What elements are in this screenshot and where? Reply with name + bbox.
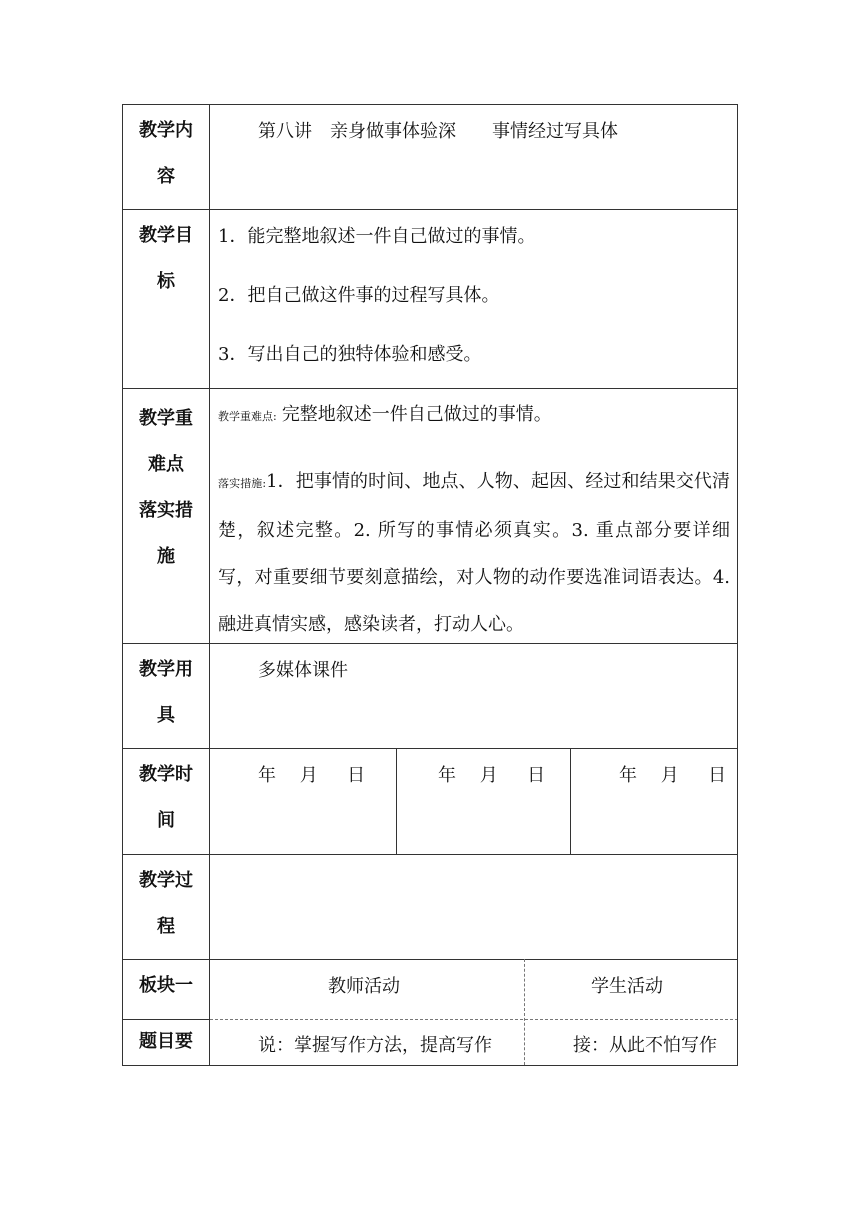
goal-item: 3．写出自己的独特体验和感受。 [218,344,482,365]
row-divider [122,209,738,210]
section-label: 板块一 [139,975,193,996]
topic-label: 题目要 [139,1031,193,1052]
measures-tag: 落实措施: [218,477,267,490]
tools-label: 教学用 具 [139,659,193,726]
table-border-right [737,104,738,1065]
key-points-tag: 教学重难点: [218,410,277,423]
student-activity-text: 接：从此不怕写作 [573,1035,717,1056]
date-field: 年 月 日 [438,765,546,786]
goals-label: 教学目 标 [139,225,193,292]
measures-paragraph [218,458,730,648]
row-divider-dashed [210,1019,738,1020]
content-label: 教学内 容 [139,120,193,187]
process-label: 教学过 程 [139,870,193,937]
teacher-activity-text: 说：掌握写作方法，提高写作 [258,1035,492,1056]
key-points-line [218,400,552,426]
table-border-bottom [122,1065,738,1066]
date-field: 年 月 日 [258,765,366,786]
row-divider [122,959,738,960]
table-border-top [122,104,738,105]
tools-text: 多媒体课件 [258,660,348,681]
activity-column-divider [524,959,525,1065]
date-field: 年 月 日 [619,765,727,786]
lesson-title: 第八讲 亲身做事体验深 事情经过写具体 [258,121,618,142]
goal-item: 1．能完整地叙述一件自己做过的事情。 [218,226,536,247]
teacher-activity-header: 教师活动 [328,976,400,997]
row-divider [122,748,738,749]
time-column-divider [396,748,397,854]
time-label: 教学时 间 [139,764,193,831]
student-activity-header: 学生活动 [591,976,663,997]
key-points-text: 完整地叙述一件自己做过的事情。 [281,404,552,425]
row-divider [122,854,738,855]
key-points-label: 教学重 难点 落实措 施 [139,408,193,567]
goal-item: 2．把自己做这件事的过程写具体。 [218,285,500,306]
measures-text: 1．把事情的时间、地点、人物、起因、经过和结果交代清楚，叙述完整。2. 所写的事情必须真实。3. 重点部分要详细写，对重要细节要刻意描绘，对人物的动作要选准词语表达。4. 融进真情实感，感染读者，打动人心。 [218,471,730,635]
row-divider [122,388,738,389]
time-column-divider [570,748,571,854]
